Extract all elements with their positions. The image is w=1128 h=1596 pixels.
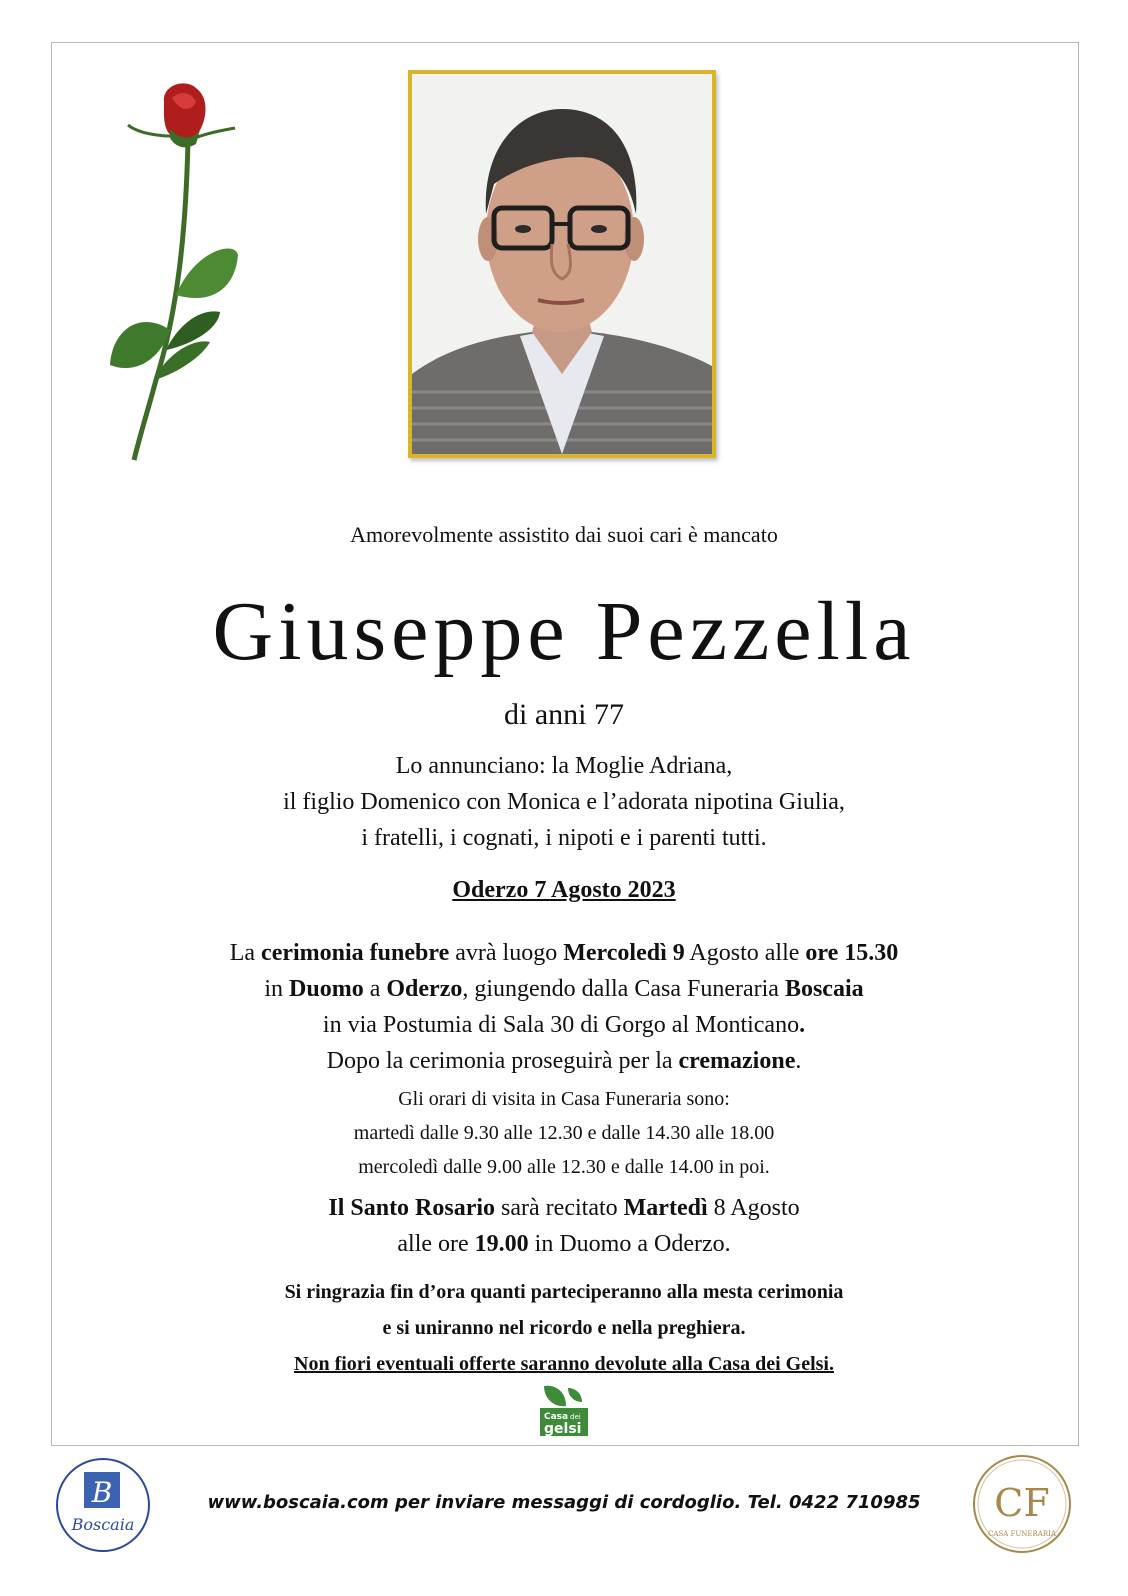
announce-line: il figlio Domenico con Monica e l’adorata nipotina Giulia,	[283, 789, 845, 815]
rosario-line-1: Il Santo Rosario sarà recitato Martedì 8 Agosto	[328, 1195, 800, 1221]
donation-line: Non fiori eventuali offerte saranno devolute alla Casa dei Gelsi.	[294, 1353, 834, 1375]
ceremony-line-2: in Duomo a Oderzo, giungendo dalla Casa Funeraria Boscaia	[264, 976, 864, 1002]
thanks-line: Si ringrazia fin d’ora quanti parteciperanno alla mesta cerimonia	[284, 1281, 844, 1303]
ceremony-line-3: in via Postumia di Sala 30 di Gorgo al Monticano.	[322, 1012, 806, 1038]
hours-line: martedì dalle 9.30 alle 12.30 e dalle 14.30 alle 18.00	[353, 1122, 775, 1144]
svg-text:dei: dei	[570, 1413, 581, 1421]
casa-dei-gelsi-logo	[536, 1382, 592, 1438]
thanks-block	[60, 1274, 1068, 1382]
announce-line: Lo annunciano: la Moglie Adriana,	[395, 753, 733, 779]
announce-line: i fratelli, i cognati, i nipoti e i parenti tutti.	[361, 825, 767, 851]
ceremony-line-1: La cerimonia funebre avrà luogo Mercoledì 9 Agosto alle ore 15.30	[229, 940, 899, 966]
casa-funeraria-logo	[970, 1452, 1074, 1556]
rose-icon	[100, 80, 250, 470]
announcement	[60, 748, 1068, 856]
ceremony-block	[60, 935, 1068, 1079]
rosario-block	[60, 1190, 1068, 1262]
deceased-name: Giuseppe Pezzella	[212, 585, 916, 678]
svg-text:CF: CF	[994, 1481, 1050, 1525]
place-date: Oderzo 7 Agosto 2023	[452, 877, 676, 903]
hours-line: Gli orari di visita in Casa Funeraria sono:	[398, 1088, 730, 1110]
svg-text:Boscaia: Boscaia	[71, 1515, 135, 1534]
visiting-hours	[60, 1082, 1068, 1184]
portrait-photo	[408, 70, 716, 458]
svg-text:CASA FUNERARIA: CASA FUNERARIA	[988, 1530, 1056, 1538]
hours-line: mercoledì dalle 9.00 alle 12.30 e dalle 14.00 in poi.	[358, 1156, 770, 1178]
footer-contact: www.boscaia.com per inviare messaggi di cordoglio. Tel. 0422 710985	[207, 1492, 921, 1513]
thanks-line: e si uniranno nel ricordo e nella preghiera.	[382, 1317, 746, 1339]
ceremony-line-4: Dopo la cerimonia proseguirà per la cremazione.	[326, 1048, 802, 1074]
svg-text:Casa: Casa	[544, 1412, 569, 1422]
intro-line: Amorevolmente assistito dai suoi cari è mancato	[350, 522, 778, 547]
svg-text:gelsi: gelsi	[544, 1421, 582, 1437]
age-line: di anni 77	[504, 698, 624, 731]
rosario-line-2: alle ore 19.00 in Duomo a Oderzo.	[397, 1231, 731, 1257]
svg-text:B: B	[91, 1476, 113, 1509]
